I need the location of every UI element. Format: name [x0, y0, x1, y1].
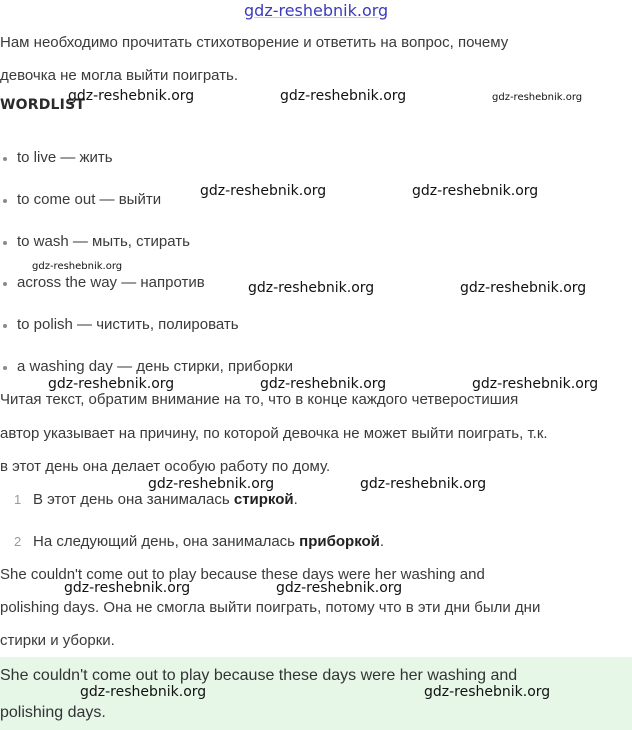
item-text: На следующий день, она занималась	[33, 533, 300, 550]
item-text: В этот день она занималась	[33, 491, 234, 508]
watermark: gdz-reshebnik.org	[276, 580, 403, 596]
answer-line-2: polishing days.	[0, 704, 106, 721]
watermark: gdz-reshebnik.org	[280, 88, 407, 104]
wordlist-item: a washing day — день стирки, приборки	[17, 358, 294, 375]
watermark: gdz-reshebnik.org	[32, 261, 123, 272]
explanation-line-3: в этот день она делает особую работу по дому.	[0, 458, 331, 475]
wordlist-item: across the way — напротив	[17, 274, 205, 291]
watermark: gdz-reshebnik.org	[80, 684, 207, 700]
watermark: gdz-reshebnik.org	[64, 580, 191, 596]
watermark: gdz-reshebnik.org	[412, 183, 539, 199]
item-end: .	[379, 533, 385, 550]
watermark: gdz-reshebnik.org	[492, 92, 583, 103]
watermark: gdz-reshebnik.org	[424, 684, 551, 700]
translation-line-3: стирки и уборки.	[0, 632, 115, 649]
watermark: gdz-reshebnik.org	[48, 376, 175, 392]
numbered-item-1	[14, 490, 298, 510]
watermark: gdz-reshebnik.org	[360, 476, 487, 492]
item-number: 2	[14, 534, 22, 549]
numbered-item-2	[14, 532, 384, 552]
item-number: 1	[14, 492, 22, 507]
wordlist-item: to live — жить	[17, 149, 113, 166]
watermark: gdz-reshebnik.org	[460, 280, 587, 296]
intro-line-2: девочка не могла выйти поиграть.	[0, 67, 239, 84]
watermark: gdz-reshebnik.org	[68, 88, 195, 104]
item-end: .	[293, 491, 298, 508]
wordlist-item: to wash — мыть, стирать	[17, 233, 190, 250]
intro-line-1: Нам необходимо прочитать стихотворение и ответить на вопрос, почему	[0, 34, 509, 51]
watermark: gdz-reshebnik.org	[148, 476, 275, 492]
watermark: gdz-reshebnik.org	[248, 280, 375, 296]
wordlist-heading: WORDLIST	[0, 97, 86, 113]
item-bold: стиркой	[233, 491, 294, 508]
translation-line-2: polishing days. Она не смогла выйти поиграть, потому что в эти дни были дни	[0, 599, 541, 616]
explanation-line-1: Читая текст, обратим внимание на то, что в конце каждого четверостишия	[0, 391, 519, 408]
explanation-line-2: автор указывает на причину, по которой девочка не может выйти поиграть, т.к.	[0, 425, 548, 442]
translation-line-1: She couldn't come out to play because these days were her washing and	[0, 566, 485, 583]
watermark: gdz-reshebnik.org	[472, 376, 599, 392]
item-bold: приборкой	[299, 533, 380, 550]
watermark: gdz-reshebnik.org	[260, 376, 387, 392]
answer-line-1: She couldn't come out to play because these days were her washing and	[0, 667, 518, 684]
wordlist-item: to come out — выйти	[17, 191, 162, 208]
wordlist-item: to polish — чистить, полировать	[17, 316, 239, 333]
watermark-top[interactable]: gdz-reshebnik.org	[244, 1, 389, 20]
watermark: gdz-reshebnik.org	[200, 183, 327, 199]
